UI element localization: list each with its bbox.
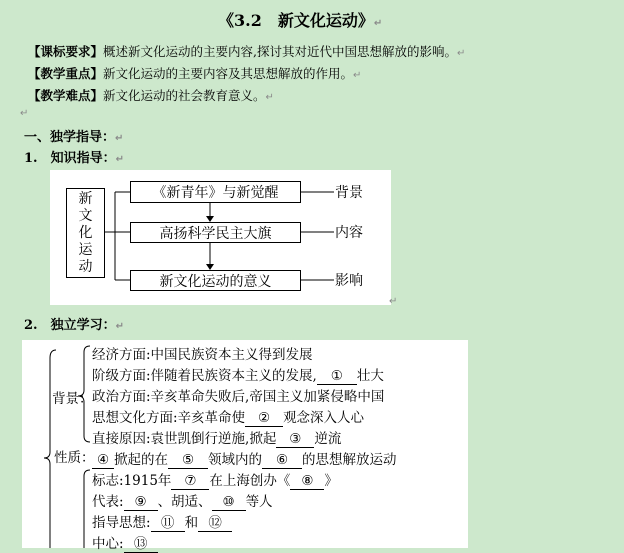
- requirement-standard: 【课标要求】概述新文化运动的主要内容,探讨其对近代中国思想解放的影响。↵: [28, 44, 466, 59]
- bg-economy: 经济方面:中国民族资本主义得到发展: [92, 347, 313, 363]
- blank-7: ⑦: [171, 473, 209, 490]
- blank-6: ⑥: [262, 452, 302, 469]
- blank-9: ⑨: [124, 494, 158, 511]
- root-box: 新 文 化 运 动: [66, 188, 105, 278]
- section-knowledge-guide: 1. 知识指导：↵: [24, 151, 124, 166]
- content-guiding-thought: 指导思想: ⑪ 和 ⑫: [92, 511, 232, 532]
- blank-2: ②: [245, 410, 283, 427]
- box-background: 《新青年》与新觉醒: [130, 181, 301, 203]
- bg-politics: 政治方面:辛亥革命失败后,帝国主义加紧侵略中国: [92, 389, 385, 405]
- content-representatives: 代表: ⑨ 、胡适、 ⑩ 等人: [92, 494, 273, 510]
- label-background: 背景: [335, 185, 363, 201]
- label-nature: 性质：: [54, 450, 95, 466]
- blank-13: ⑬: [124, 532, 158, 553]
- section-self-study: 一、独学指导：↵: [24, 130, 124, 145]
- blank-11: ⑪: [151, 511, 185, 532]
- label-content: 内容: [335, 225, 363, 241]
- bg-class: 阶级方面:伴随着民族资本主义的发展, ① 壮大: [92, 368, 384, 384]
- blank-12: ⑫: [198, 511, 232, 532]
- blank-10: ⑩: [212, 494, 246, 511]
- nature-line: ④ 掀起的在 ⑤ 领域内的 ⑥ 的思想解放运动: [92, 448, 397, 469]
- blank-3: ③: [276, 431, 314, 448]
- bg-direct-cause: 直接原因:袁世凯倒行逆施,掀起 ③ 逆流: [92, 431, 342, 447]
- label-background-group: 背景：: [52, 391, 93, 407]
- blank-8: ⑧: [290, 473, 324, 490]
- requirement-focus: 【教学重点】新文化运动的主要内容及其思想解放的作用。↵: [28, 66, 362, 81]
- requirement-difficulty: 【教学难点】新文化运动的社会教育意义。↵: [28, 88, 274, 103]
- bg-culture: 思想文化方面:辛亥革命使 ② 观念深入人心: [92, 410, 365, 426]
- paragraph-mark: ↵: [389, 296, 398, 307]
- knowledge-diagram: [50, 170, 391, 305]
- content-symbol: 标志:1915年 ⑦ 在上海创办《 ⑧ 》: [92, 473, 338, 489]
- study-outline-diagram: [22, 340, 468, 552]
- blank-1: ①: [317, 368, 357, 385]
- blank-5: ⑤: [168, 452, 208, 469]
- box-impact: 新文化运动的意义: [130, 270, 301, 291]
- label-impact: 影响: [335, 273, 363, 289]
- blank-4: ④: [92, 452, 114, 469]
- section-independent-study: 2. 独立学习：↵: [24, 318, 124, 333]
- page-title: 《3.2 新文化运动》↵: [218, 11, 383, 30]
- box-content: 高扬科学民主大旗: [130, 222, 301, 243]
- paragraph-mark: ↵: [20, 108, 29, 119]
- content-center: 中心: ⑬: [92, 532, 158, 553]
